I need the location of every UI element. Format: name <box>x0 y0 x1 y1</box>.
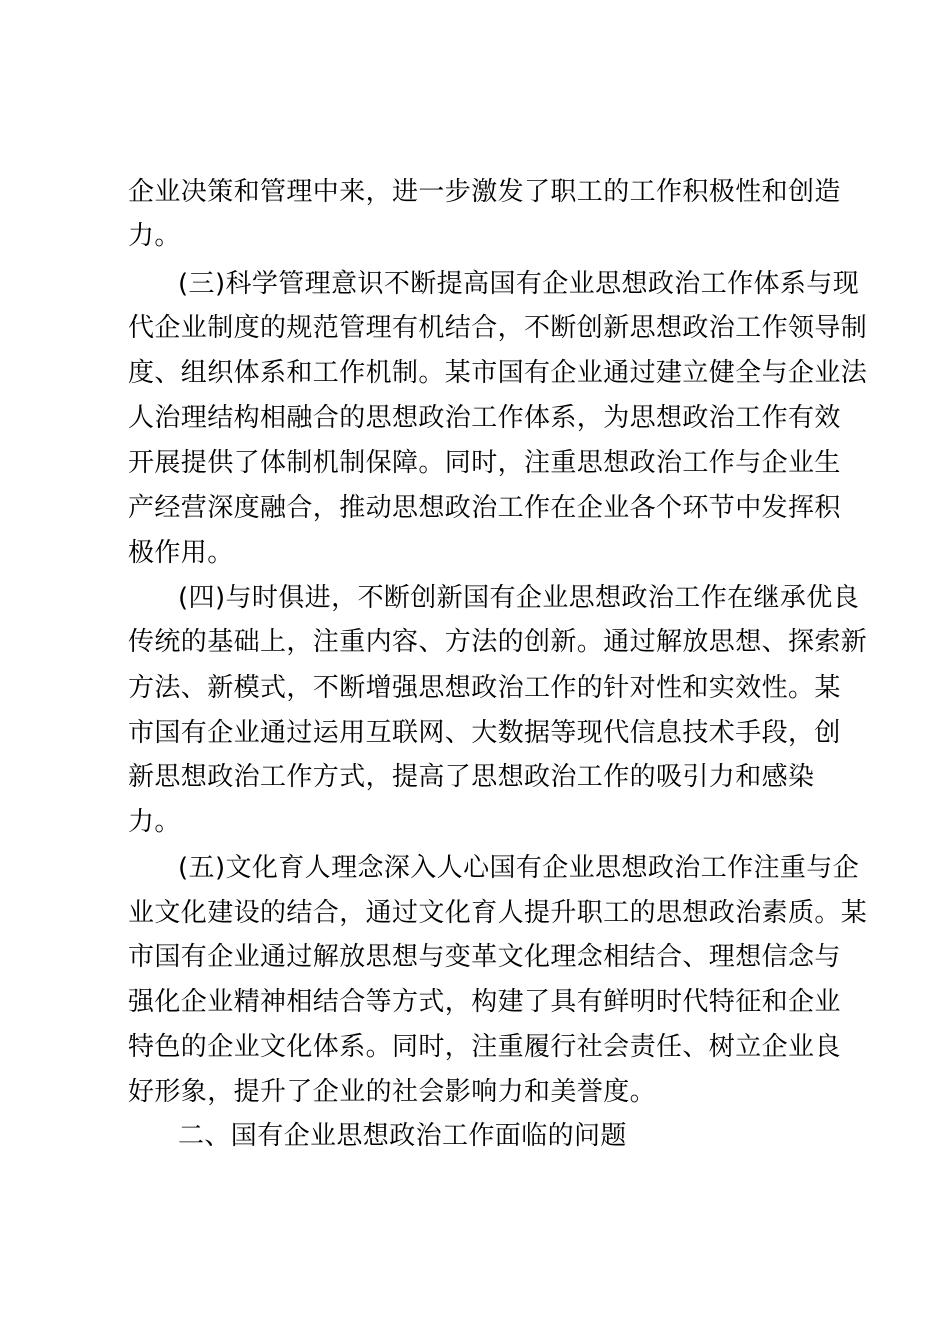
text-line: 产经营深度融合，推动思想政治工作在企业各个环节中发挥积 <box>128 493 841 523</box>
text-line: 方法、新模式，不断增强思想政治工作的针对性和实效性。某 <box>128 673 841 703</box>
text-line: 市国有企业通过运用互联网、大数据等现代信息技术手段，创 <box>128 718 841 748</box>
text-line: 力。 <box>128 807 181 837</box>
text-line: 人治理结构相融合的思想政治工作体系，为思想政治工作有效 <box>128 403 841 433</box>
text-line: 特色的企业文化体系。同时，注重履行社会责任、树立企业良 <box>128 1032 841 1062</box>
chapter-heading: 二、国有企业思想政治工作面临的问题 <box>178 1121 627 1151</box>
text-line: 新思想政治工作方式，提高了思想政治工作的吸引力和感染 <box>128 762 815 792</box>
text-line: 极作用。 <box>128 538 234 568</box>
section-heading-3: (三)科学管理意识不断提高国有企业思想政治工作体系与现 <box>178 269 860 299</box>
text-line: 企业决策和管理中来，进一步激发了职工的工作积极性和创造 <box>128 177 841 207</box>
text-line: 好形象，提升了企业的社会影响力和美誉度。 <box>128 1077 657 1107</box>
text-line: 度、组织体系和工作机制。某市国有企业通过建立健全与企业法 <box>128 358 868 388</box>
text-line: 市国有企业通过解放思想与变革文化理念相结合、理想信念与 <box>128 942 841 972</box>
section-heading-4: (四)与时俱进，不断创新国有企业思想政治工作在继承优良 <box>178 583 860 613</box>
text-line: 传统的基础上，注重内容、方法的创新。通过解放思想、探索新 <box>128 627 868 657</box>
text-line: 力。 <box>128 221 181 251</box>
section-heading-5: (五)文化育人理念深入人心国有企业思想政治工作注重与企 <box>178 853 860 883</box>
text-line: 业文化建设的结合，通过文化育人提升职工的思想政治素质。某 <box>128 898 868 928</box>
text-line: 代企业制度的规范管理有机结合，不断创新思想政治工作领导制 <box>128 313 868 343</box>
text-line: 强化企业精神相结合等方式，构建了具有鲜明时代特征和企业 <box>128 987 841 1017</box>
text-line: 开展提供了体制机制保障。同时，注重思想政治工作与企业生 <box>128 448 841 478</box>
